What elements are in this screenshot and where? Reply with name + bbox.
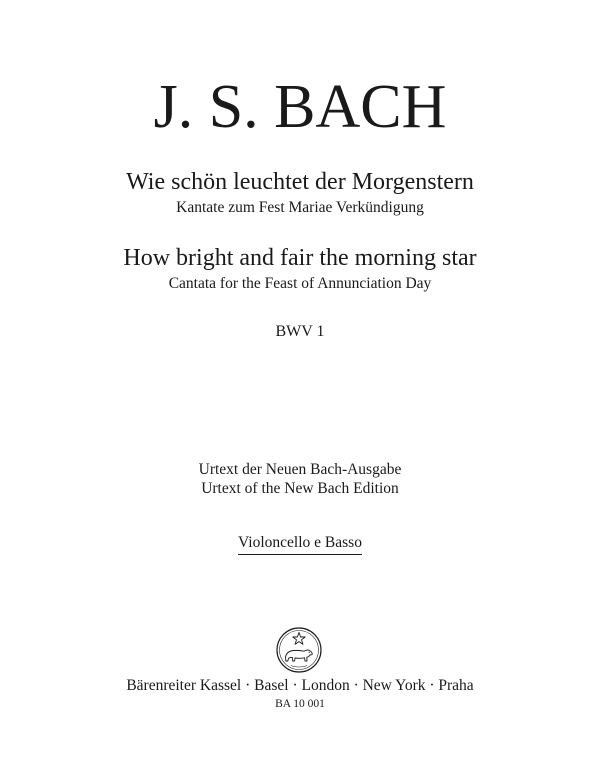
work-subtitle-german: Kantate zum Fest Mariae Verkündigung (176, 199, 424, 216)
edition-number: BA 10 001 (275, 698, 325, 710)
composer-name: J. S. BACH (153, 73, 447, 141)
instrument-part-container (0, 533, 600, 555)
instrument-part-label: Violoncello e Basso (238, 533, 362, 555)
urtext-note-german: Urtext der Neuen Bach-Ausgabe (198, 461, 402, 478)
catalog-number: BWV 1 (275, 323, 325, 340)
publisher-line: Bärenreiter Kassel · Basel · London · New York · Praha (126, 677, 474, 694)
work-title-english: How bright and fair the morning star (123, 245, 477, 271)
urtext-note-english: Urtext of the New Bach Edition (201, 480, 399, 497)
work-subtitle-english: Cantata for the Feast of Annunciation Day (168, 275, 432, 292)
baerenreiter-bear-star-seal-icon (275, 626, 323, 674)
work-title-german: Wie schön leuchtet der Morgenstern (126, 169, 474, 195)
